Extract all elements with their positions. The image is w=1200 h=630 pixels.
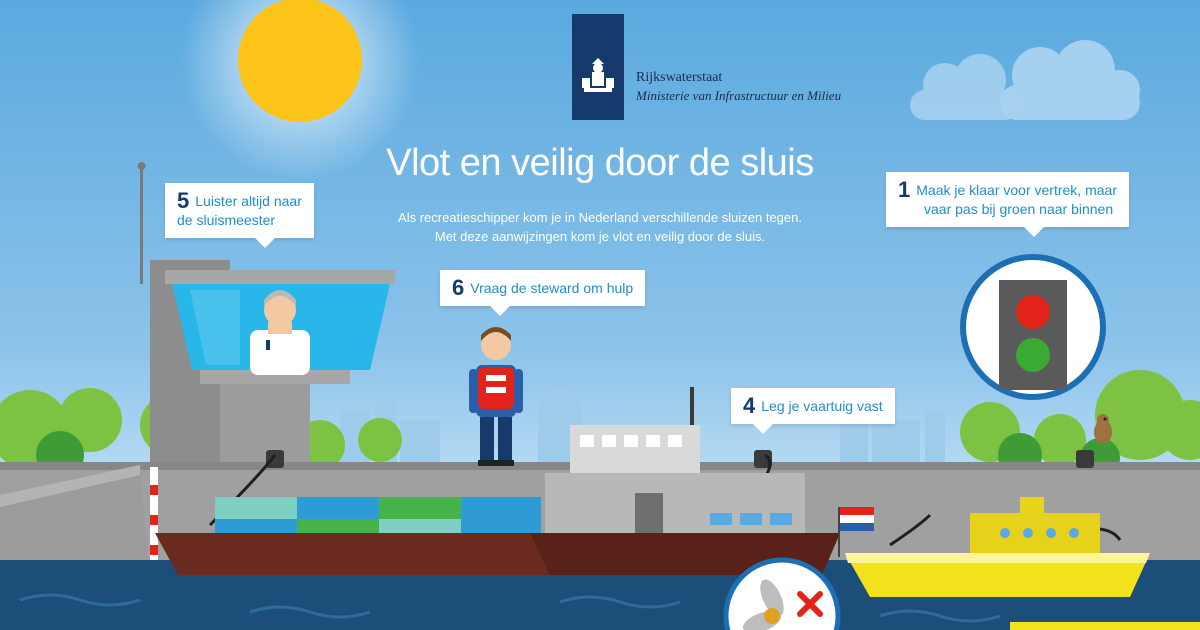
tip-4-bubble [731, 388, 895, 424]
tip-4-number: 4 [743, 393, 756, 418]
tip-4-line-1: Leg je vaartuig vast [761, 398, 883, 414]
flag-icon [838, 507, 874, 557]
subtitle-line-1: Als recreatieschipper kom je in Nederland verschillende sluizen tegen. [398, 210, 802, 225]
tip-5-number: 5 [177, 188, 190, 213]
steward-figure [466, 325, 526, 470]
tip-5-bubble [165, 183, 314, 238]
traffic-light-icon [958, 252, 1108, 402]
page-title: Vlot en veilig door de sluis [386, 142, 814, 184]
tip-5-line-2: de sluismeester [177, 212, 276, 228]
page-subtitle [350, 208, 850, 246]
tip-6-line-1: Vraag de steward om hulp [470, 280, 634, 296]
rijkswaterstaat-logo [572, 14, 624, 120]
propeller-icon [722, 556, 842, 630]
tip-1-line-1: Maak je klaar voor vertrek, maar [916, 182, 1117, 198]
brand-name: Rijkswaterstaat [636, 70, 723, 85]
yacht [830, 485, 1160, 610]
subtitle-line-2: Met deze aanwijzingen kom je vlot en veilig door de sluis. [434, 229, 766, 244]
ministry-name: Ministerie van Infrastructuur en Milieu [636, 88, 842, 103]
tip-1-number: 1 [898, 177, 911, 202]
tip-1-line-2: vaar pas bij groen naar binnen [924, 201, 1114, 217]
crest-icon [572, 14, 624, 120]
tip-1-bubble [886, 172, 1129, 227]
bird-icon [1090, 412, 1116, 446]
tip-5-line-1: Luister altijd naar [195, 193, 302, 209]
bottom-accent [1010, 622, 1200, 630]
tip-6-number: 6 [452, 275, 465, 300]
cloud-icon [900, 40, 1160, 130]
tip-6-bubble [440, 270, 645, 306]
